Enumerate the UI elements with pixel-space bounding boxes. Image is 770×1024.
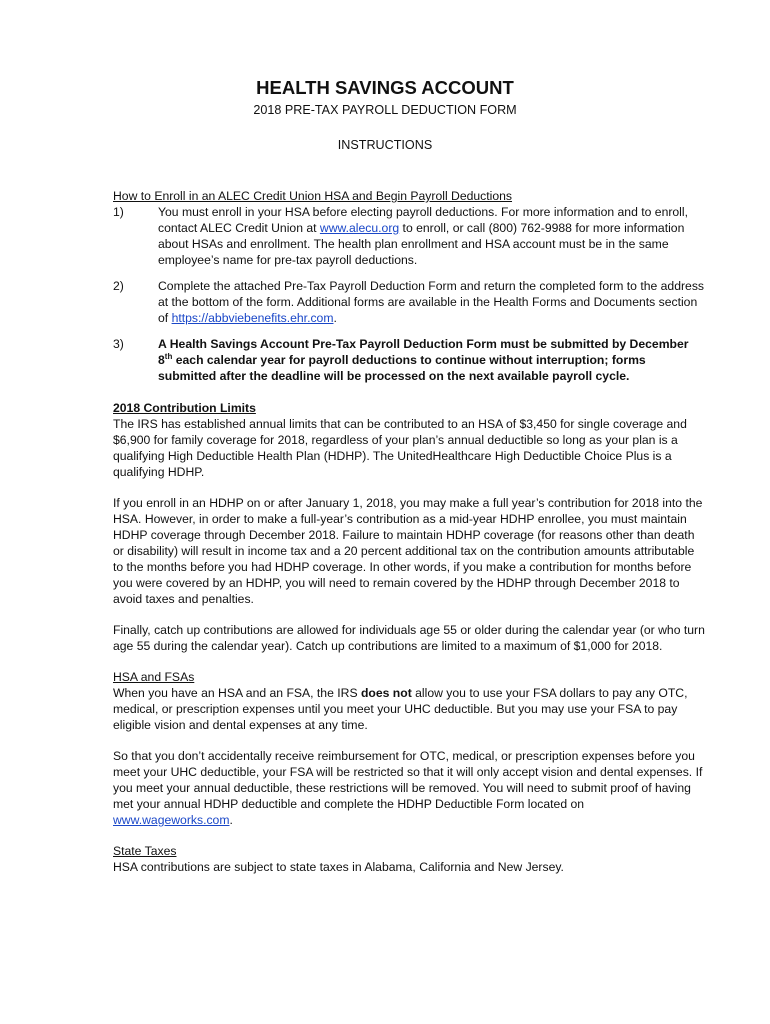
step-number: 3) <box>113 337 124 351</box>
fsa-text-part: When you have an HSA and an FSA, the IRS <box>113 686 361 700</box>
fsa-text-part: So that you don’t accidentally receive reimbursement for OTC, medical, or prescription expenses before you meet your UHC deductible, your FSA will be restricted so that it will only accept vision and dental expenses. If you meet your annual deductible, these restrictions will be removed. You will need to submit proof of having met your annual HDHP deductible and complete the HDHP Deductible Form located on <box>113 749 703 811</box>
document-subtitle: 2018 PRE-TAX PAYROLL DEDUCTION FORM <box>253 103 517 117</box>
step-text-part: You must enroll in your HSA before electing payroll deductions. For more information and to enroll, contact ALEC Credit Union at <box>158 205 688 235</box>
limits-paragraph-3: Finally, catch up contributions are allowed for individuals age 55 or older during the calendar year (or who turn age 55 during the calendar year). Catch up contributions are limited to a maximum of $1,000 for 2018. <box>113 623 705 653</box>
fsa-text-part: . <box>229 813 233 827</box>
step-text-part: each calendar year for payroll deductions to continue without interruption; forms submitted after the deadline will be processed on the next available payroll cycle. <box>158 353 646 383</box>
instructions-heading: INSTRUCTIONS <box>337 138 433 152</box>
enroll-step-2 <box>113 278 705 326</box>
fsa-text-part: allow you to use your FSA dollars to pay any OTC, medical, or prescription expenses until you meet your UHC deductible. But you may use your FSA to pay eligible vision and dental expenses at any time. <box>113 686 688 732</box>
document-title: HEALTH SAVINGS ACCOUNT <box>256 77 514 98</box>
step-text <box>158 336 705 384</box>
step-number: 2) <box>113 279 124 293</box>
ordinal-suffix: th <box>164 351 173 361</box>
enroll-heading: How to Enroll in an ALEC Credit Union HSA and Begin Payroll Deductions <box>113 189 513 203</box>
does-not-emphasis: does not <box>360 686 412 700</box>
enroll-step-1 <box>113 204 705 268</box>
document-body <box>113 188 705 875</box>
step-number: 1) <box>113 205 124 219</box>
fsa-paragraph-2 <box>113 748 705 828</box>
step-text <box>158 278 705 326</box>
limits-paragraph-2: If you enroll in an HDHP on or after January 1, 2018, you may make a full year’s contribution for 2018 into the HSA. However, in order to make a full-year’s contribution as a mid-year HDHP enrollee, you must maintain HDHP coverage through December 2018. Failure to maintain HDHP coverage (for reasons other than death or disability) will result in income tax and a 20 percent additional tax on the contribution amounts attributable to the months before you had HDHP coverage. In other words, if you make a contribution for months before you were covered by an HDHP, you will need to remain covered by the HDHP through December 2018 to avoid taxes and penalties. <box>113 496 703 606</box>
step-text <box>158 204 705 268</box>
step-text-part: . <box>333 311 337 325</box>
step-text-part: A Health Savings Account Pre-Tax Payroll Deduction Form must be submitted by December 8 <box>158 337 689 367</box>
fsa-paragraph-1 <box>113 685 705 733</box>
step-text-part: to enroll, or call (800) 762-9988 for more information about HSAs and enrollment. The health plan enrollment and HSA account must be in the same employee’s name for pre-tax payroll deductions. <box>158 221 685 267</box>
abbvie-benefits-link[interactable]: https://abbviebenefits.ehr.com <box>171 311 334 325</box>
fsa-heading: HSA and FSAs <box>113 670 195 684</box>
limits-heading: 2018 Contribution Limits <box>113 401 256 415</box>
state-taxes-paragraph: HSA contributions are subject to state taxes in Alabama, California and New Jersey. <box>113 860 564 874</box>
wageworks-link[interactable]: www.wageworks.com <box>113 813 230 827</box>
step-text-part: Complete the attached Pre-Tax Payroll Deduction Form and return the completed form to the address at the bottom of the form. Additional forms are available in the Health Forms and Documents section of <box>158 279 705 325</box>
alecu-link[interactable]: www.alecu.org <box>319 221 400 235</box>
enroll-step-3 <box>113 336 705 384</box>
state-taxes-heading: State Taxes <box>113 844 177 858</box>
limits-paragraph-1: The IRS has established annual limits that can be contributed to an HSA of $3,450 for single coverage and $6,900 for family coverage for 2018, regardless of your plan’s annual deductible so long as your plan is a qualifying High Deductible Health Plan (HDHP). The UnitedHealthcare High Deductible Choice Plus is a qualifying HDHP. <box>113 417 687 479</box>
